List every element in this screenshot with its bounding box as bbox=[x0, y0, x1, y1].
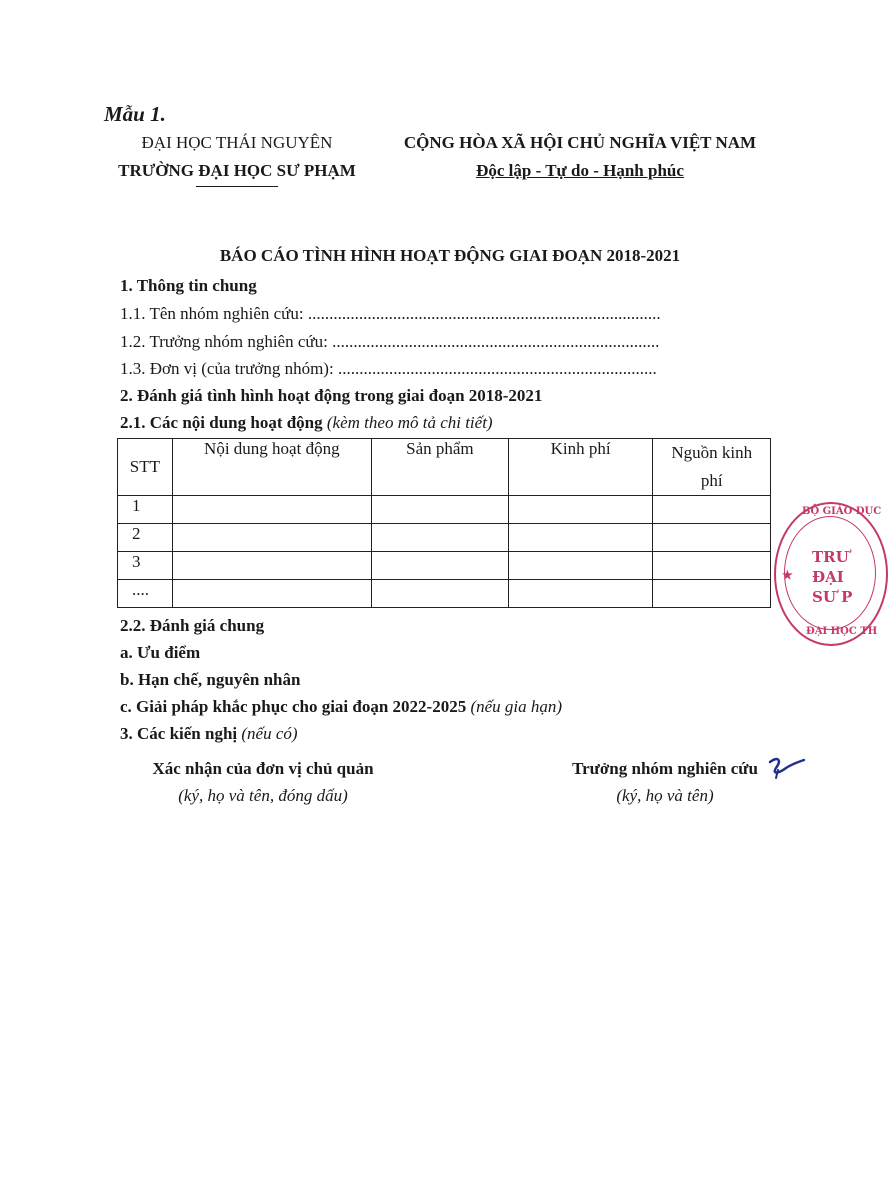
section-3 bbox=[120, 724, 298, 744]
form-label: Mẫu 1. bbox=[104, 102, 166, 126]
activities-table bbox=[117, 438, 771, 608]
item-solutions bbox=[120, 697, 562, 717]
table-cell bbox=[371, 552, 508, 580]
stamp-arc-bottom: ĐẠI HỌC TH bbox=[806, 626, 878, 637]
fill-in-dots: ................................................................................... bbox=[307, 304, 661, 323]
org-underline bbox=[196, 186, 278, 187]
col-header-product: Sản phẩm bbox=[371, 439, 508, 496]
row-number: 2 bbox=[118, 524, 173, 552]
field-label: 1.2. Trưởng nhóm nghiên cứu: bbox=[120, 332, 333, 351]
table-cell bbox=[172, 580, 371, 608]
field-label: 1.1. Tên nhóm nghiên cứu: bbox=[120, 304, 308, 323]
stamp-line-1: TRƯ bbox=[812, 548, 849, 566]
subsection-note: (kèm theo mô tả chi tiết) bbox=[326, 413, 493, 432]
right-signature-title: Trưởng nhóm nghiên cứu bbox=[572, 759, 758, 778]
table-cell bbox=[371, 580, 508, 608]
fill-in-dots: ........................................................................... bbox=[337, 359, 657, 378]
org-line-2: TRƯỜNG ĐẠI HỌC SƯ PHẠM bbox=[118, 161, 356, 180]
item-note: (nếu gia hạn) bbox=[470, 697, 563, 716]
row-number: 1 bbox=[118, 496, 173, 524]
section-1-heading: 1. Thông tin chung bbox=[120, 276, 257, 295]
field-unit bbox=[120, 359, 657, 379]
table-row bbox=[118, 496, 771, 524]
field-group-leader bbox=[120, 332, 659, 352]
table-row bbox=[118, 524, 771, 552]
table-cell bbox=[653, 496, 771, 524]
row-number: 3 bbox=[118, 552, 173, 580]
table-cell bbox=[653, 552, 771, 580]
section-3-heading: 3. Các kiến nghị bbox=[120, 724, 238, 743]
signature-mark-icon bbox=[764, 752, 808, 784]
left-signature-note: (ký, họ và tên, đóng dấu) bbox=[178, 786, 348, 805]
section-2-heading: 2. Đánh giá tình hình hoạt động trong giai đoạn 2018-2021 bbox=[120, 386, 543, 405]
col-header-stt: STT bbox=[118, 439, 173, 496]
item-strengths: a. Ưu điểm bbox=[120, 643, 201, 662]
left-signature-title: Xác nhận của đơn vị chủ quản bbox=[152, 759, 374, 778]
subsection-2-1 bbox=[120, 413, 493, 433]
stamp-star-icon: ★ bbox=[782, 568, 793, 582]
org-line-1: ĐẠI HỌC THÁI NGUYÊN bbox=[141, 133, 333, 152]
col-header-content: Nội dung hoạt động bbox=[172, 439, 371, 496]
nation-line-2: Độc lập - Tự do - Hạnh phúc bbox=[476, 161, 684, 180]
table-cell bbox=[371, 524, 508, 552]
right-signature-note: (ký, họ và tên) bbox=[616, 786, 714, 805]
item-text: c. Giải pháp khắc phục cho giai đoạn 2022-2025 bbox=[120, 697, 467, 716]
report-title: BÁO CÁO TÌNH HÌNH HOẠT ĐỘNG GIAI ĐOẠN 2018-2021 bbox=[219, 246, 681, 265]
official-stamp bbox=[774, 502, 888, 646]
col-header-budget: Kinh phí bbox=[508, 439, 653, 496]
subsection-heading: 2.1. Các nội dung hoạt động bbox=[120, 413, 323, 432]
subsection-2-2-heading: 2.2. Đánh giá chung bbox=[120, 616, 265, 635]
table-cell bbox=[172, 552, 371, 580]
col-header-budget-source: Nguồn kinh phí bbox=[653, 439, 771, 496]
table-cell bbox=[508, 552, 653, 580]
table-cell bbox=[508, 496, 653, 524]
table-cell bbox=[172, 524, 371, 552]
stamp-line-2: ĐẠI bbox=[812, 568, 844, 586]
stamp-line-3: SƯ P bbox=[812, 588, 853, 606]
stamp-arc-top: BỘ GIÁO DỤC bbox=[802, 506, 882, 517]
table-header-row bbox=[118, 439, 771, 496]
table-cell bbox=[371, 496, 508, 524]
table-cell bbox=[653, 524, 771, 552]
item-limitations: b. Hạn chế, nguyên nhân bbox=[120, 670, 301, 689]
row-number: .... bbox=[118, 580, 173, 608]
nation-line-1: CỘNG HÒA XÃ HỘI CHỦ NGHĨA VIỆT NAM bbox=[403, 133, 757, 152]
table-cell bbox=[653, 580, 771, 608]
table-cell bbox=[172, 496, 371, 524]
table-cell bbox=[508, 524, 653, 552]
field-label: 1.3. Đơn vị (của trưởng nhóm): bbox=[120, 359, 338, 378]
table-row bbox=[118, 580, 771, 608]
table-cell bbox=[508, 580, 653, 608]
fill-in-dots: ............................................................................. bbox=[332, 332, 660, 351]
table-row bbox=[118, 552, 771, 580]
section-3-note: (nếu có) bbox=[241, 724, 298, 743]
field-group-name bbox=[120, 304, 661, 324]
